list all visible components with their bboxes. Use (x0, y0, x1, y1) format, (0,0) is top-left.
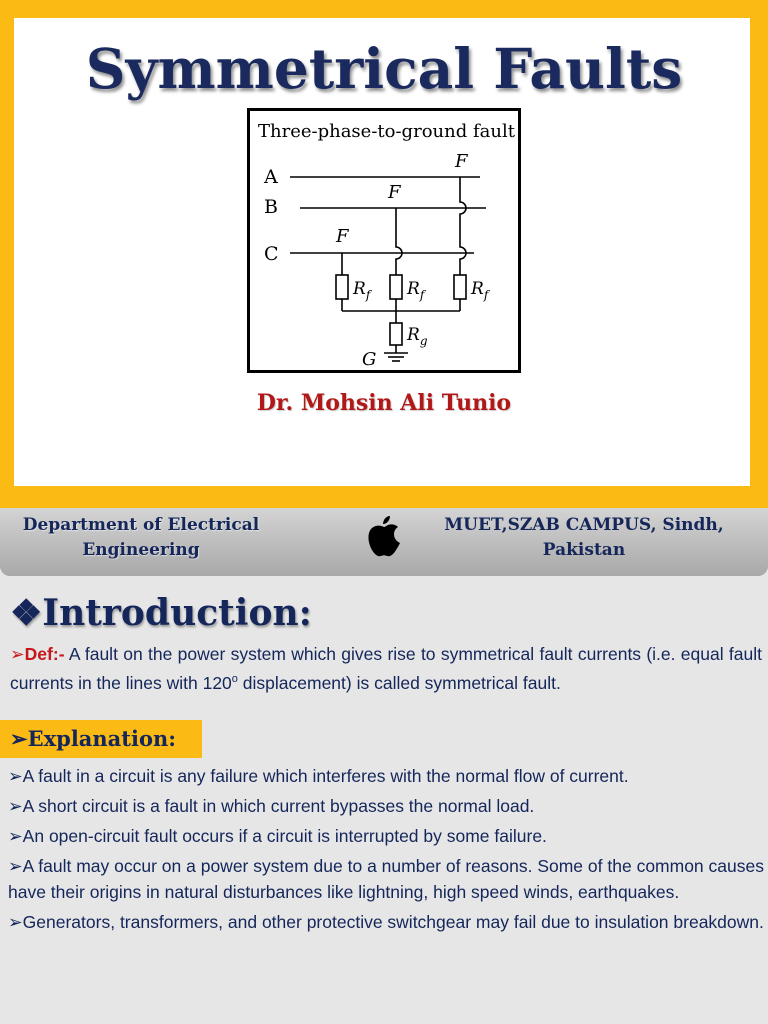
list-item-text: Generators, transformers, and other protective switchgear may fail due to insulation breakdown. (22, 912, 764, 932)
explanation-label-box (0, 720, 202, 758)
arrow-bullet-icon: ➢ (8, 796, 23, 816)
department-line-1: Department of Electrical (22, 515, 260, 535)
list-item-text: A fault may occur on a power system due to a number of reasons. Some of the common causes have their origins in natural disturbances like lightning, high speed winds, earthquakes. (8, 856, 764, 902)
fault-label-c: F (336, 226, 349, 247)
phase-label-b: B (264, 196, 278, 218)
arrow-bullet-icon: ➢ (10, 726, 28, 751)
resistor-label-2: $R_f$ (407, 279, 425, 302)
list-item (8, 763, 764, 789)
resistor-label-1: $R_f$ (353, 279, 371, 302)
fault-label-b: F (388, 182, 401, 203)
list-item (8, 823, 764, 849)
arrow-bullet-icon: ➢ (8, 826, 23, 846)
definition-label: Def:- (24, 644, 65, 664)
arrow-bullet-icon: ➢ (8, 912, 23, 932)
definition-text-2: displacement) is called symmetrical fault. (237, 672, 561, 693)
fault-label-a: F (455, 151, 468, 172)
diamond-bullet-icon: ❖ (10, 592, 43, 634)
explanation-label: Explanation: (27, 726, 176, 751)
list-item (8, 853, 764, 905)
department-label (0, 513, 282, 563)
degree-superscript: o (231, 673, 238, 685)
arrow-bullet-icon: ➢ (10, 644, 25, 664)
campus-label (418, 513, 750, 563)
phase-label-c: C (264, 243, 279, 265)
list-item-text: A short circuit is a fault in which current bypasses the normal load. (22, 796, 535, 816)
circuit-diagram (247, 108, 521, 373)
apple-icon (366, 514, 402, 558)
list-item-text: An open-circuit fault occurs if a circuit is interrupted by some failure. (22, 826, 547, 846)
intro-heading (10, 592, 312, 634)
ground-resistor-label: $R_g$ (407, 325, 428, 348)
circuit-caption: Three-phase-to-ground fault (258, 121, 515, 142)
department-line-2: Engineering (82, 540, 200, 560)
phase-label-a: A (264, 166, 278, 188)
resistor-label-3: $R_f$ (471, 279, 489, 302)
list-item-text: A fault in a circuit is any failure which interferes with the normal flow of current. (22, 766, 629, 786)
campus-line-2: Pakistan (542, 540, 626, 560)
slide-title: Symmetrical Faults (85, 36, 683, 101)
list-item (8, 793, 764, 819)
definition-text-1: A fault on the power system which gives rise to symmetrical fault currents (i.e. equal fault currents in the lines with 120 (10, 644, 762, 693)
bullet-list (8, 763, 764, 939)
list-item (8, 909, 764, 935)
arrow-bullet-icon: ➢ (8, 856, 23, 876)
intro-heading-text: Introduction: (42, 592, 312, 634)
definition-paragraph (10, 642, 762, 696)
author-name: Dr. Mohsin Ali Tunio (256, 390, 512, 416)
campus-line-1: MUET,SZAB CAMPUS, Sindh, (444, 515, 724, 535)
ground-label: G (362, 349, 377, 370)
arrow-bullet-icon: ➢ (8, 766, 23, 786)
